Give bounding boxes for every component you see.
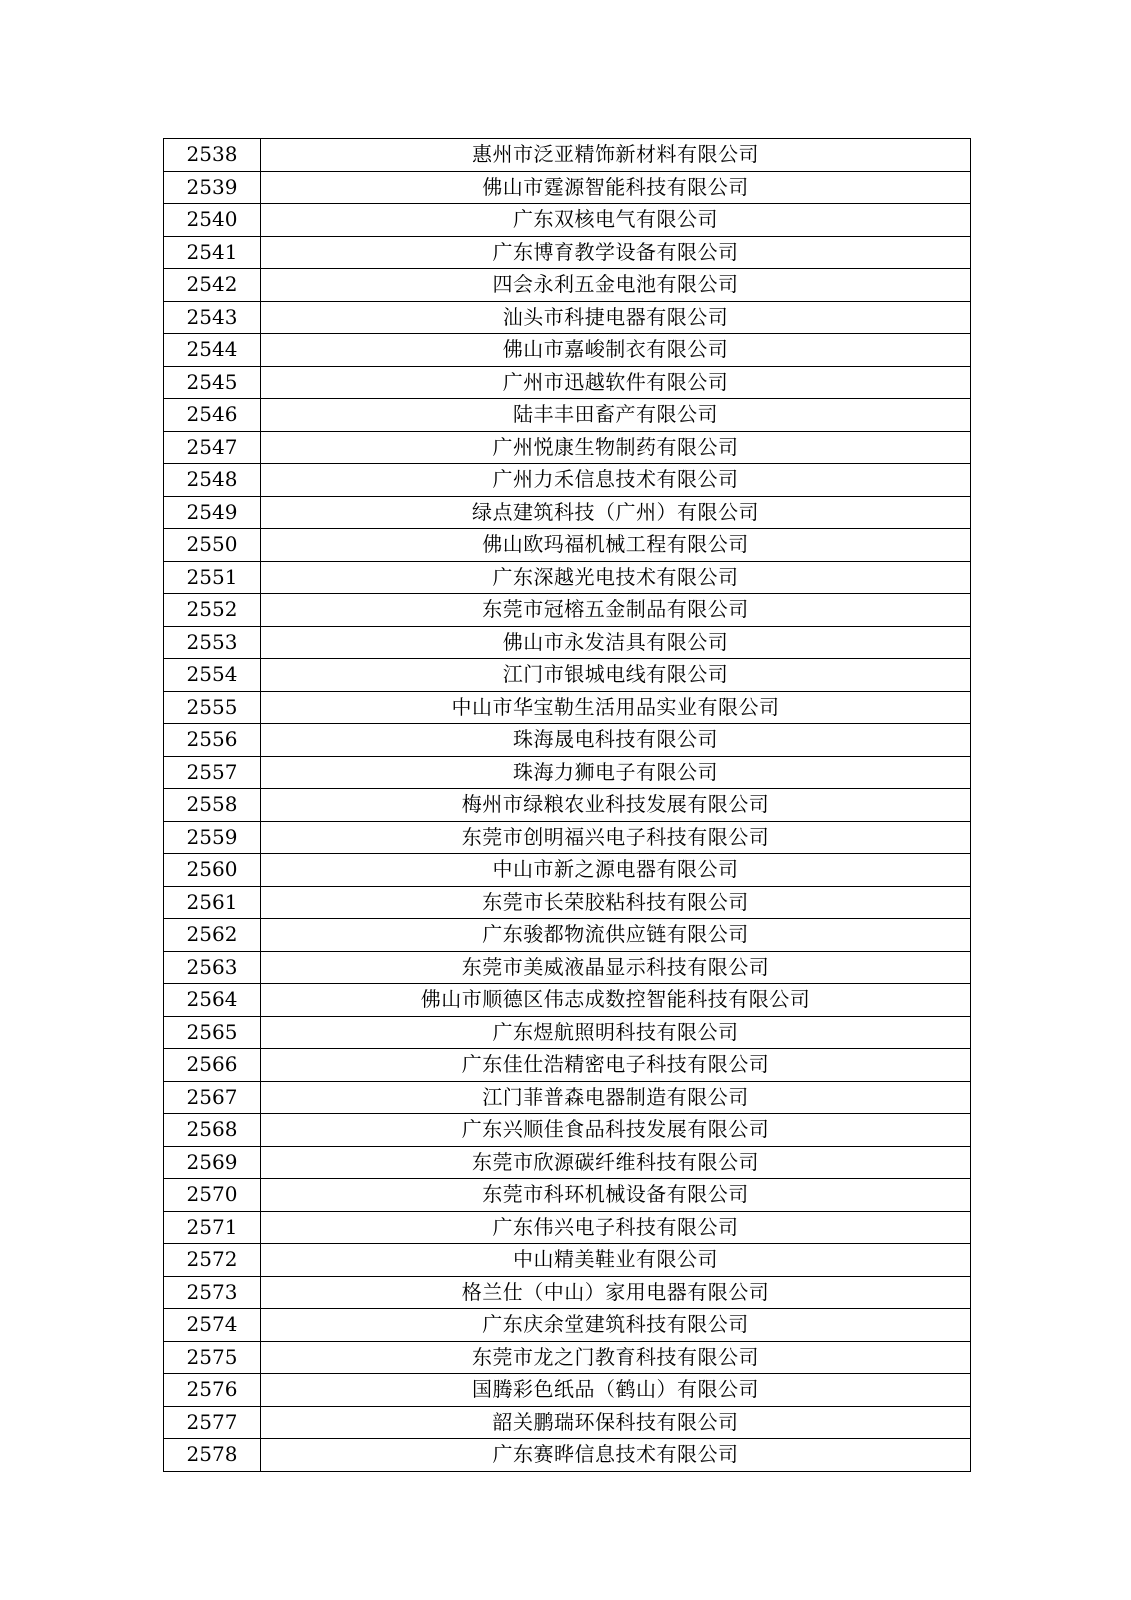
row-number-cell: 2563 bbox=[164, 951, 261, 984]
table-row bbox=[164, 1244, 971, 1277]
table-row bbox=[164, 236, 971, 269]
company-name-cell: 佛山市霆源智能科技有限公司 bbox=[261, 171, 971, 204]
table-row bbox=[164, 561, 971, 594]
row-number-cell: 2549 bbox=[164, 496, 261, 529]
table-row bbox=[164, 1374, 971, 1407]
table-row bbox=[164, 366, 971, 399]
company-name-cell: 东莞市长荣胶粘科技有限公司 bbox=[261, 886, 971, 919]
table-row bbox=[164, 1049, 971, 1082]
company-name-cell: 广州市迅越软件有限公司 bbox=[261, 366, 971, 399]
company-name-cell: 四会永利五金电池有限公司 bbox=[261, 269, 971, 302]
row-number-cell: 2548 bbox=[164, 464, 261, 497]
table-row bbox=[164, 821, 971, 854]
table-row bbox=[164, 139, 971, 172]
row-number-cell: 2539 bbox=[164, 171, 261, 204]
company-name-cell: 梅州市绿粮农业科技发展有限公司 bbox=[261, 789, 971, 822]
table-row bbox=[164, 659, 971, 692]
company-name-cell: 广东庆余堂建筑科技有限公司 bbox=[261, 1309, 971, 1342]
row-number-cell: 2569 bbox=[164, 1146, 261, 1179]
table-row bbox=[164, 1439, 971, 1472]
table-row bbox=[164, 594, 971, 627]
table-row bbox=[164, 431, 971, 464]
company-name-cell: 广东佳仕浩精密电子科技有限公司 bbox=[261, 1049, 971, 1082]
table-row bbox=[164, 1309, 971, 1342]
table-row bbox=[164, 984, 971, 1017]
row-number-cell: 2562 bbox=[164, 919, 261, 952]
row-number-cell: 2554 bbox=[164, 659, 261, 692]
row-number-cell: 2558 bbox=[164, 789, 261, 822]
table-row bbox=[164, 1276, 971, 1309]
company-name-cell: 珠海力狮电子有限公司 bbox=[261, 756, 971, 789]
company-name-cell: 汕头市科捷电器有限公司 bbox=[261, 301, 971, 334]
company-name-cell: 东莞市欣源碳纤维科技有限公司 bbox=[261, 1146, 971, 1179]
row-number-cell: 2565 bbox=[164, 1016, 261, 1049]
company-name-cell: 中山精美鞋业有限公司 bbox=[261, 1244, 971, 1277]
table-row bbox=[164, 334, 971, 367]
table-body bbox=[164, 139, 971, 1472]
table-row bbox=[164, 691, 971, 724]
row-number-cell: 2573 bbox=[164, 1276, 261, 1309]
company-name-cell: 广东煜航照明科技有限公司 bbox=[261, 1016, 971, 1049]
company-name-cell: 国腾彩色纸品（鹤山）有限公司 bbox=[261, 1374, 971, 1407]
company-name-cell: 东莞市科环机械设备有限公司 bbox=[261, 1179, 971, 1212]
table-row bbox=[164, 1146, 971, 1179]
row-number-cell: 2577 bbox=[164, 1406, 261, 1439]
row-number-cell: 2551 bbox=[164, 561, 261, 594]
row-number-cell: 2560 bbox=[164, 854, 261, 887]
table-row bbox=[164, 724, 971, 757]
row-number-cell: 2570 bbox=[164, 1179, 261, 1212]
company-name-cell: 惠州市泛亚精饰新材料有限公司 bbox=[261, 139, 971, 172]
company-name-cell: 中山市华宝勒生活用品实业有限公司 bbox=[261, 691, 971, 724]
table-row bbox=[164, 1179, 971, 1212]
company-name-cell: 佛山市顺德区伟志成数控智能科技有限公司 bbox=[261, 984, 971, 1017]
company-name-cell: 中山市新之源电器有限公司 bbox=[261, 854, 971, 887]
company-name-cell: 东莞市冠榕五金制品有限公司 bbox=[261, 594, 971, 627]
row-number-cell: 2544 bbox=[164, 334, 261, 367]
row-number-cell: 2571 bbox=[164, 1211, 261, 1244]
row-number-cell: 2572 bbox=[164, 1244, 261, 1277]
row-number-cell: 2564 bbox=[164, 984, 261, 1017]
company-name-cell: 广东博育教学设备有限公司 bbox=[261, 236, 971, 269]
company-name-cell: 陆丰丰田畜产有限公司 bbox=[261, 399, 971, 432]
table-row bbox=[164, 756, 971, 789]
company-name-cell: 东莞市龙之门教育科技有限公司 bbox=[261, 1341, 971, 1374]
company-name-cell: 广州力禾信息技术有限公司 bbox=[261, 464, 971, 497]
table-row bbox=[164, 1016, 971, 1049]
company-name-cell: 佛山欧玛福机械工程有限公司 bbox=[261, 529, 971, 562]
row-number-cell: 2556 bbox=[164, 724, 261, 757]
row-number-cell: 2559 bbox=[164, 821, 261, 854]
table-row bbox=[164, 789, 971, 822]
table-row bbox=[164, 1406, 971, 1439]
company-name-cell: 广东兴顺佳食品科技发展有限公司 bbox=[261, 1114, 971, 1147]
table-row bbox=[164, 301, 971, 334]
company-name-cell: 绿点建筑科技（广州）有限公司 bbox=[261, 496, 971, 529]
company-name-cell: 广东双核电气有限公司 bbox=[261, 204, 971, 237]
row-number-cell: 2542 bbox=[164, 269, 261, 302]
row-number-cell: 2574 bbox=[164, 1309, 261, 1342]
company-name-cell: 广东赛晔信息技术有限公司 bbox=[261, 1439, 971, 1472]
row-number-cell: 2561 bbox=[164, 886, 261, 919]
row-number-cell: 2540 bbox=[164, 204, 261, 237]
table-row bbox=[164, 626, 971, 659]
company-name-cell: 佛山市永发洁具有限公司 bbox=[261, 626, 971, 659]
company-name-cell: 韶关鹏瑞环保科技有限公司 bbox=[261, 1406, 971, 1439]
table-row bbox=[164, 951, 971, 984]
row-number-cell: 2538 bbox=[164, 139, 261, 172]
company-name-cell: 东莞市创明福兴电子科技有限公司 bbox=[261, 821, 971, 854]
table-row bbox=[164, 1081, 971, 1114]
company-list-table bbox=[163, 138, 971, 1472]
row-number-cell: 2553 bbox=[164, 626, 261, 659]
table-row bbox=[164, 1114, 971, 1147]
table-row bbox=[164, 269, 971, 302]
row-number-cell: 2575 bbox=[164, 1341, 261, 1374]
company-name-cell: 广东伟兴电子科技有限公司 bbox=[261, 1211, 971, 1244]
table-row bbox=[164, 919, 971, 952]
table-row bbox=[164, 171, 971, 204]
company-name-cell: 格兰仕（中山）家用电器有限公司 bbox=[261, 1276, 971, 1309]
table-row bbox=[164, 399, 971, 432]
table-row bbox=[164, 854, 971, 887]
table-row bbox=[164, 1341, 971, 1374]
company-name-cell: 广东深越光电技术有限公司 bbox=[261, 561, 971, 594]
row-number-cell: 2550 bbox=[164, 529, 261, 562]
row-number-cell: 2576 bbox=[164, 1374, 261, 1407]
company-name-cell: 广州悦康生物制药有限公司 bbox=[261, 431, 971, 464]
table-row bbox=[164, 1211, 971, 1244]
row-number-cell: 2555 bbox=[164, 691, 261, 724]
row-number-cell: 2545 bbox=[164, 366, 261, 399]
row-number-cell: 2567 bbox=[164, 1081, 261, 1114]
row-number-cell: 2566 bbox=[164, 1049, 261, 1082]
row-number-cell: 2578 bbox=[164, 1439, 261, 1472]
company-name-cell: 珠海晟电科技有限公司 bbox=[261, 724, 971, 757]
row-number-cell: 2546 bbox=[164, 399, 261, 432]
row-number-cell: 2568 bbox=[164, 1114, 261, 1147]
company-name-cell: 广东骏都物流供应链有限公司 bbox=[261, 919, 971, 952]
company-name-cell: 东莞市美威液晶显示科技有限公司 bbox=[261, 951, 971, 984]
company-name-cell: 江门市银城电线有限公司 bbox=[261, 659, 971, 692]
row-number-cell: 2557 bbox=[164, 756, 261, 789]
company-name-cell: 江门菲普森电器制造有限公司 bbox=[261, 1081, 971, 1114]
table-row bbox=[164, 529, 971, 562]
table-row bbox=[164, 464, 971, 497]
table-row bbox=[164, 204, 971, 237]
row-number-cell: 2541 bbox=[164, 236, 261, 269]
company-name-cell: 佛山市嘉峻制衣有限公司 bbox=[261, 334, 971, 367]
table-row bbox=[164, 886, 971, 919]
row-number-cell: 2543 bbox=[164, 301, 261, 334]
row-number-cell: 2552 bbox=[164, 594, 261, 627]
row-number-cell: 2547 bbox=[164, 431, 261, 464]
table-row bbox=[164, 496, 971, 529]
